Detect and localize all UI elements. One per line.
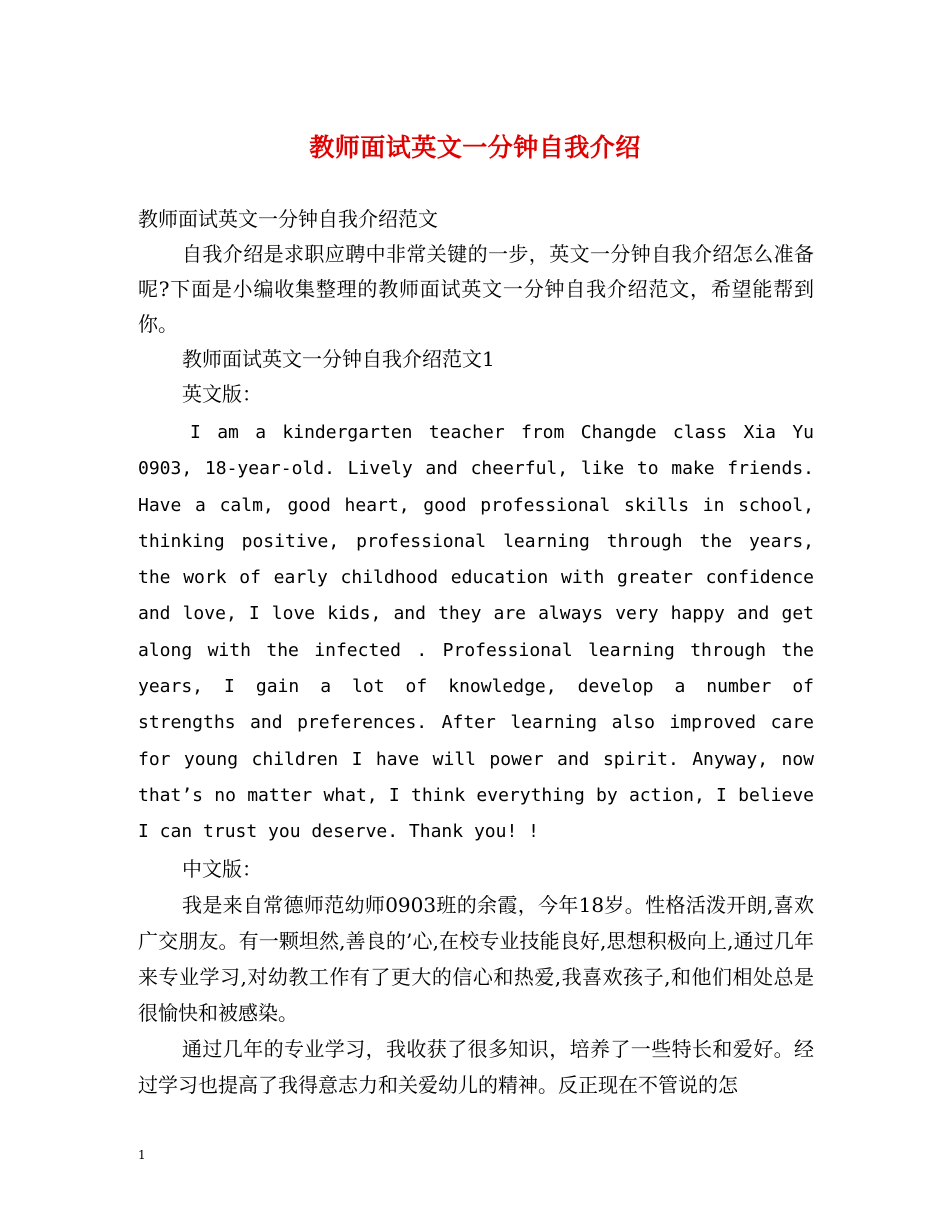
intro-paragraph: 自我介绍是求职应聘中非常关键的一步，英文一分钟自我介绍怎么准备呢?下面是小编收集整理的教师面试英文一分钟自我介绍范文，希望能帮到你。 — [138, 242, 814, 336]
chinese-version-label: 中文版： — [182, 856, 262, 881]
english-version-label: 英文版： — [182, 382, 262, 406]
document-subtitle: 教师面试英文一分钟自我介绍范文 — [138, 207, 438, 231]
chinese-paragraph-1: 我是来自常德师范幼师0903班的余霞，今年18岁。性格活泼开朗,喜欢广交朋友。有一颗坦然,善良的’心,在校专业技能良好,思想积极向上,通过几年来专业学习,对幼教工作有了更大的信心和热爱,我喜欢孩子,和他们相处总是很愉快和被感染。 — [138, 892, 814, 1025]
chinese-paragraph-2: 通过几年的专业学习，我收获了很多知识，培养了一些特长和爱好。经过学习也提高了我得意志力和关爱幼儿的精神。反正现在不管说的怎 — [138, 1036, 814, 1097]
english-paragraph: I am a kindergarten teacher from Changde class Xia Yu 0903, 18-year-old. Lively and cheerful, like to make friends. Have a calm, good heart, good professional skills in school, thinking positive, professional learning through the years, the work of early childhood education with greater confidence and love, I love kids, and they are always very happy and get along with the infected . Professional learning through the years, I gain a lot of knowledge, develop a number of strengths and preferences. After learning also improved care for young children I have will power and spirit. Anyway, now that’s no matter what, I think everything by action, I believe I can trust you deserve. Thank you! ! — [138, 422, 814, 843]
sample-heading: 教师面试英文一分钟自我介绍范文1 — [182, 347, 495, 371]
document-body — [138, 202, 814, 1103]
document-title: 教师面试英文一分钟自我介绍 — [309, 133, 641, 162]
page-number: 1 — [138, 1148, 146, 1162]
